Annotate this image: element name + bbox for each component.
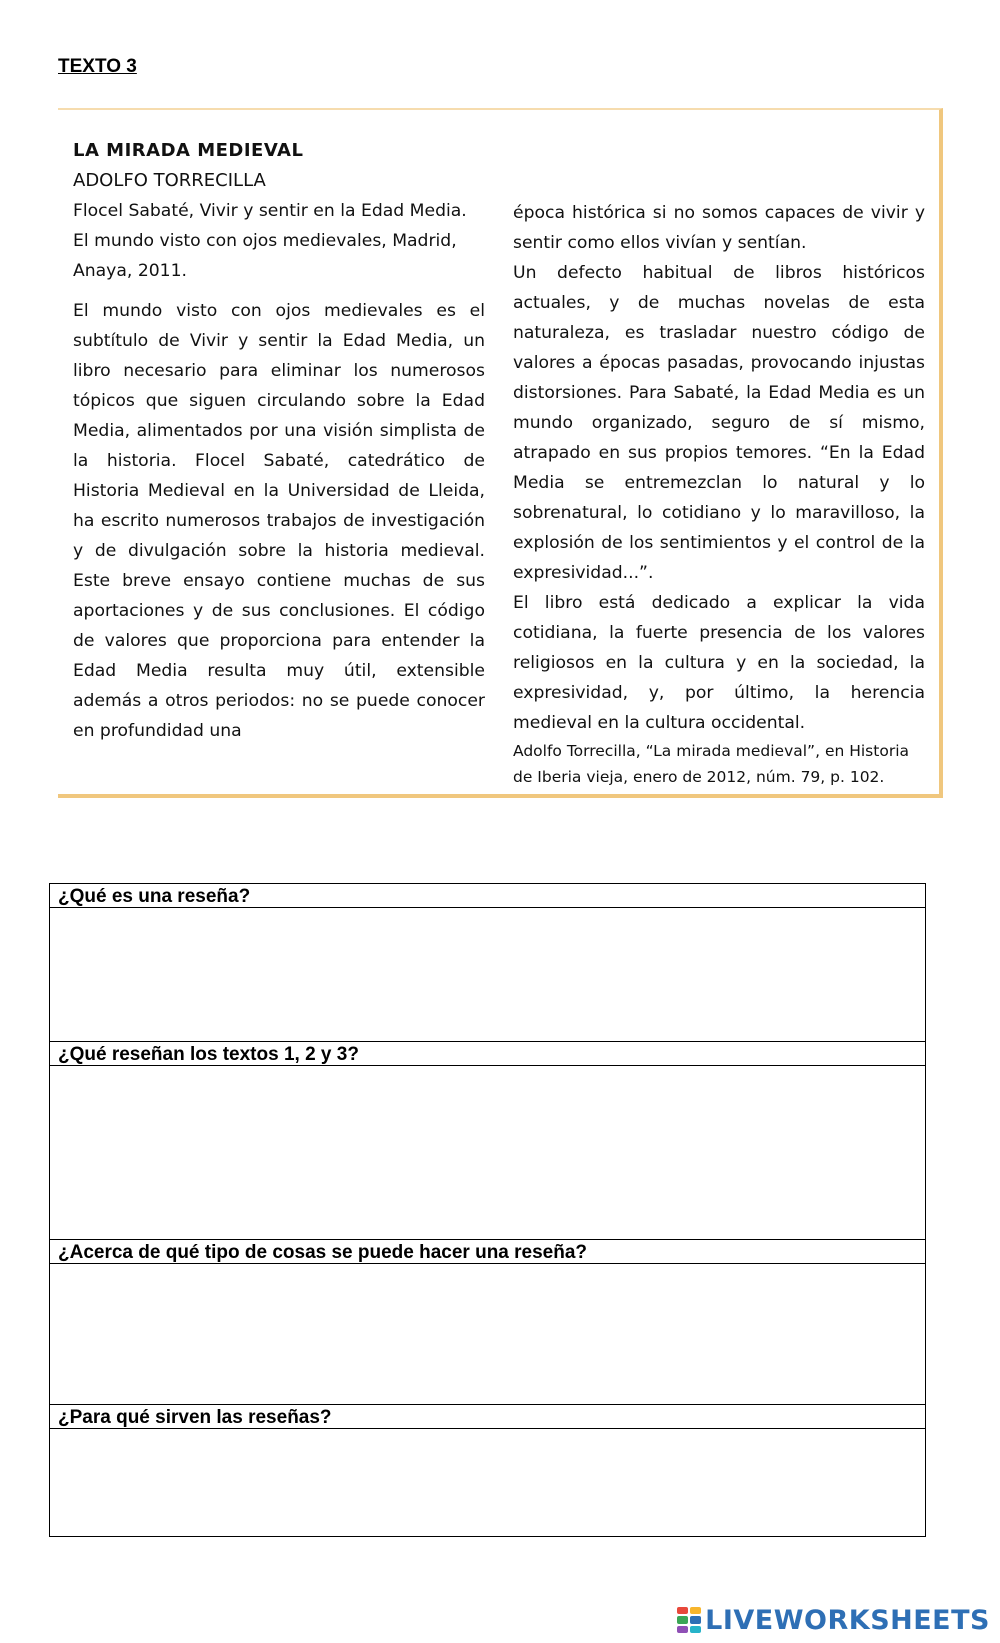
article-paragraph: época histórica si no somos capaces de vivir y sentir como ellos vivían y sentían. [513, 203, 925, 253]
review-excerpt [58, 108, 943, 798]
answer-field[interactable] [50, 1264, 925, 1405]
article-author: ADOLFO TORRECILLA [73, 170, 266, 191]
answer-field[interactable] [50, 908, 925, 1042]
credit-line: de Iberia vieja, enero de 2012, núm. 79, p. 102. [513, 768, 885, 786]
questions-table [49, 883, 926, 1537]
liveworksheets-logo [677, 1603, 990, 1637]
question-label: ¿Qué reseñan los textos 1, 2 y 3? [50, 1042, 925, 1066]
article-paragraph: El libro está dedicado a explicar la vida cotidiana, la fuerte presencia de los valores religiosos en la cultura y en la sociedad, la expresividad, y, por último, la herencia medieval en la cultura occidental. [513, 593, 925, 733]
credit-line: Adolfo Torrecilla, “La mirada medieval”, en Historia [513, 742, 909, 760]
article-citation: Flocel Sabaté, Vivir y sentir en la Edad Media. El mundo visto con ojos medievales, Madrid, Anaya, 2011. [73, 201, 467, 281]
answer-field[interactable] [50, 1429, 925, 1536]
question-label: ¿Acerca de qué tipo de cosas se puede hacer una reseña? [50, 1240, 925, 1264]
article-paragraph: Un defecto habitual de libros históricos actuales, y de muchas novelas de esta naturaleza, es trasladar nuestro código de valores a épocas pasadas, provocando injustas distorsiones. Para Sabaté, la Edad Media es un mundo organizado, seguro de sí mismo, atrapado en sus propios temores. “En la Edad Media se entremezclan lo natural y lo sobrenatural, lo cotidiano y lo maravilloso, la explosión de los sentimientos y el control de la expresividad...”. [513, 263, 925, 583]
logo-text: LIVEWORKSHEETS [705, 1604, 990, 1636]
question-label: ¿Qué es una reseña? [50, 884, 925, 908]
answer-field[interactable] [50, 1066, 925, 1240]
article-credit [513, 738, 925, 790]
review-right-column [513, 198, 925, 790]
article-paragraph: El mundo visto con ojos medievales es el subtítulo de Vivir y sentir la Edad Media, un libro necesario para eliminar los numerosos tópicos que siguen circulando sobre la Edad Media, alimentados por una visión simplista de la historia. Flocel Sabaté, catedrático de Historia Medieval en la Universidad de Lleida, ha escrito numerosos trabajos de investigación y de divulgación sobre la historia medieval. Este breve ensayo contiene muchas de sus aportaciones y de sus conclusiones. El código de valores que proporciona para entender la Edad Media resulta muy útil, extensible además a otros periodos: no se puede conocer en profundidad una [73, 301, 485, 741]
liveworksheets-logo-icon [677, 1607, 701, 1633]
question-label: ¿Para qué sirven las reseñas? [50, 1405, 925, 1429]
review-left-column [73, 136, 485, 746]
page-heading: TEXTO 3 [58, 56, 137, 77]
article-title: LA MIRADA MEDIEVAL [73, 140, 304, 161]
